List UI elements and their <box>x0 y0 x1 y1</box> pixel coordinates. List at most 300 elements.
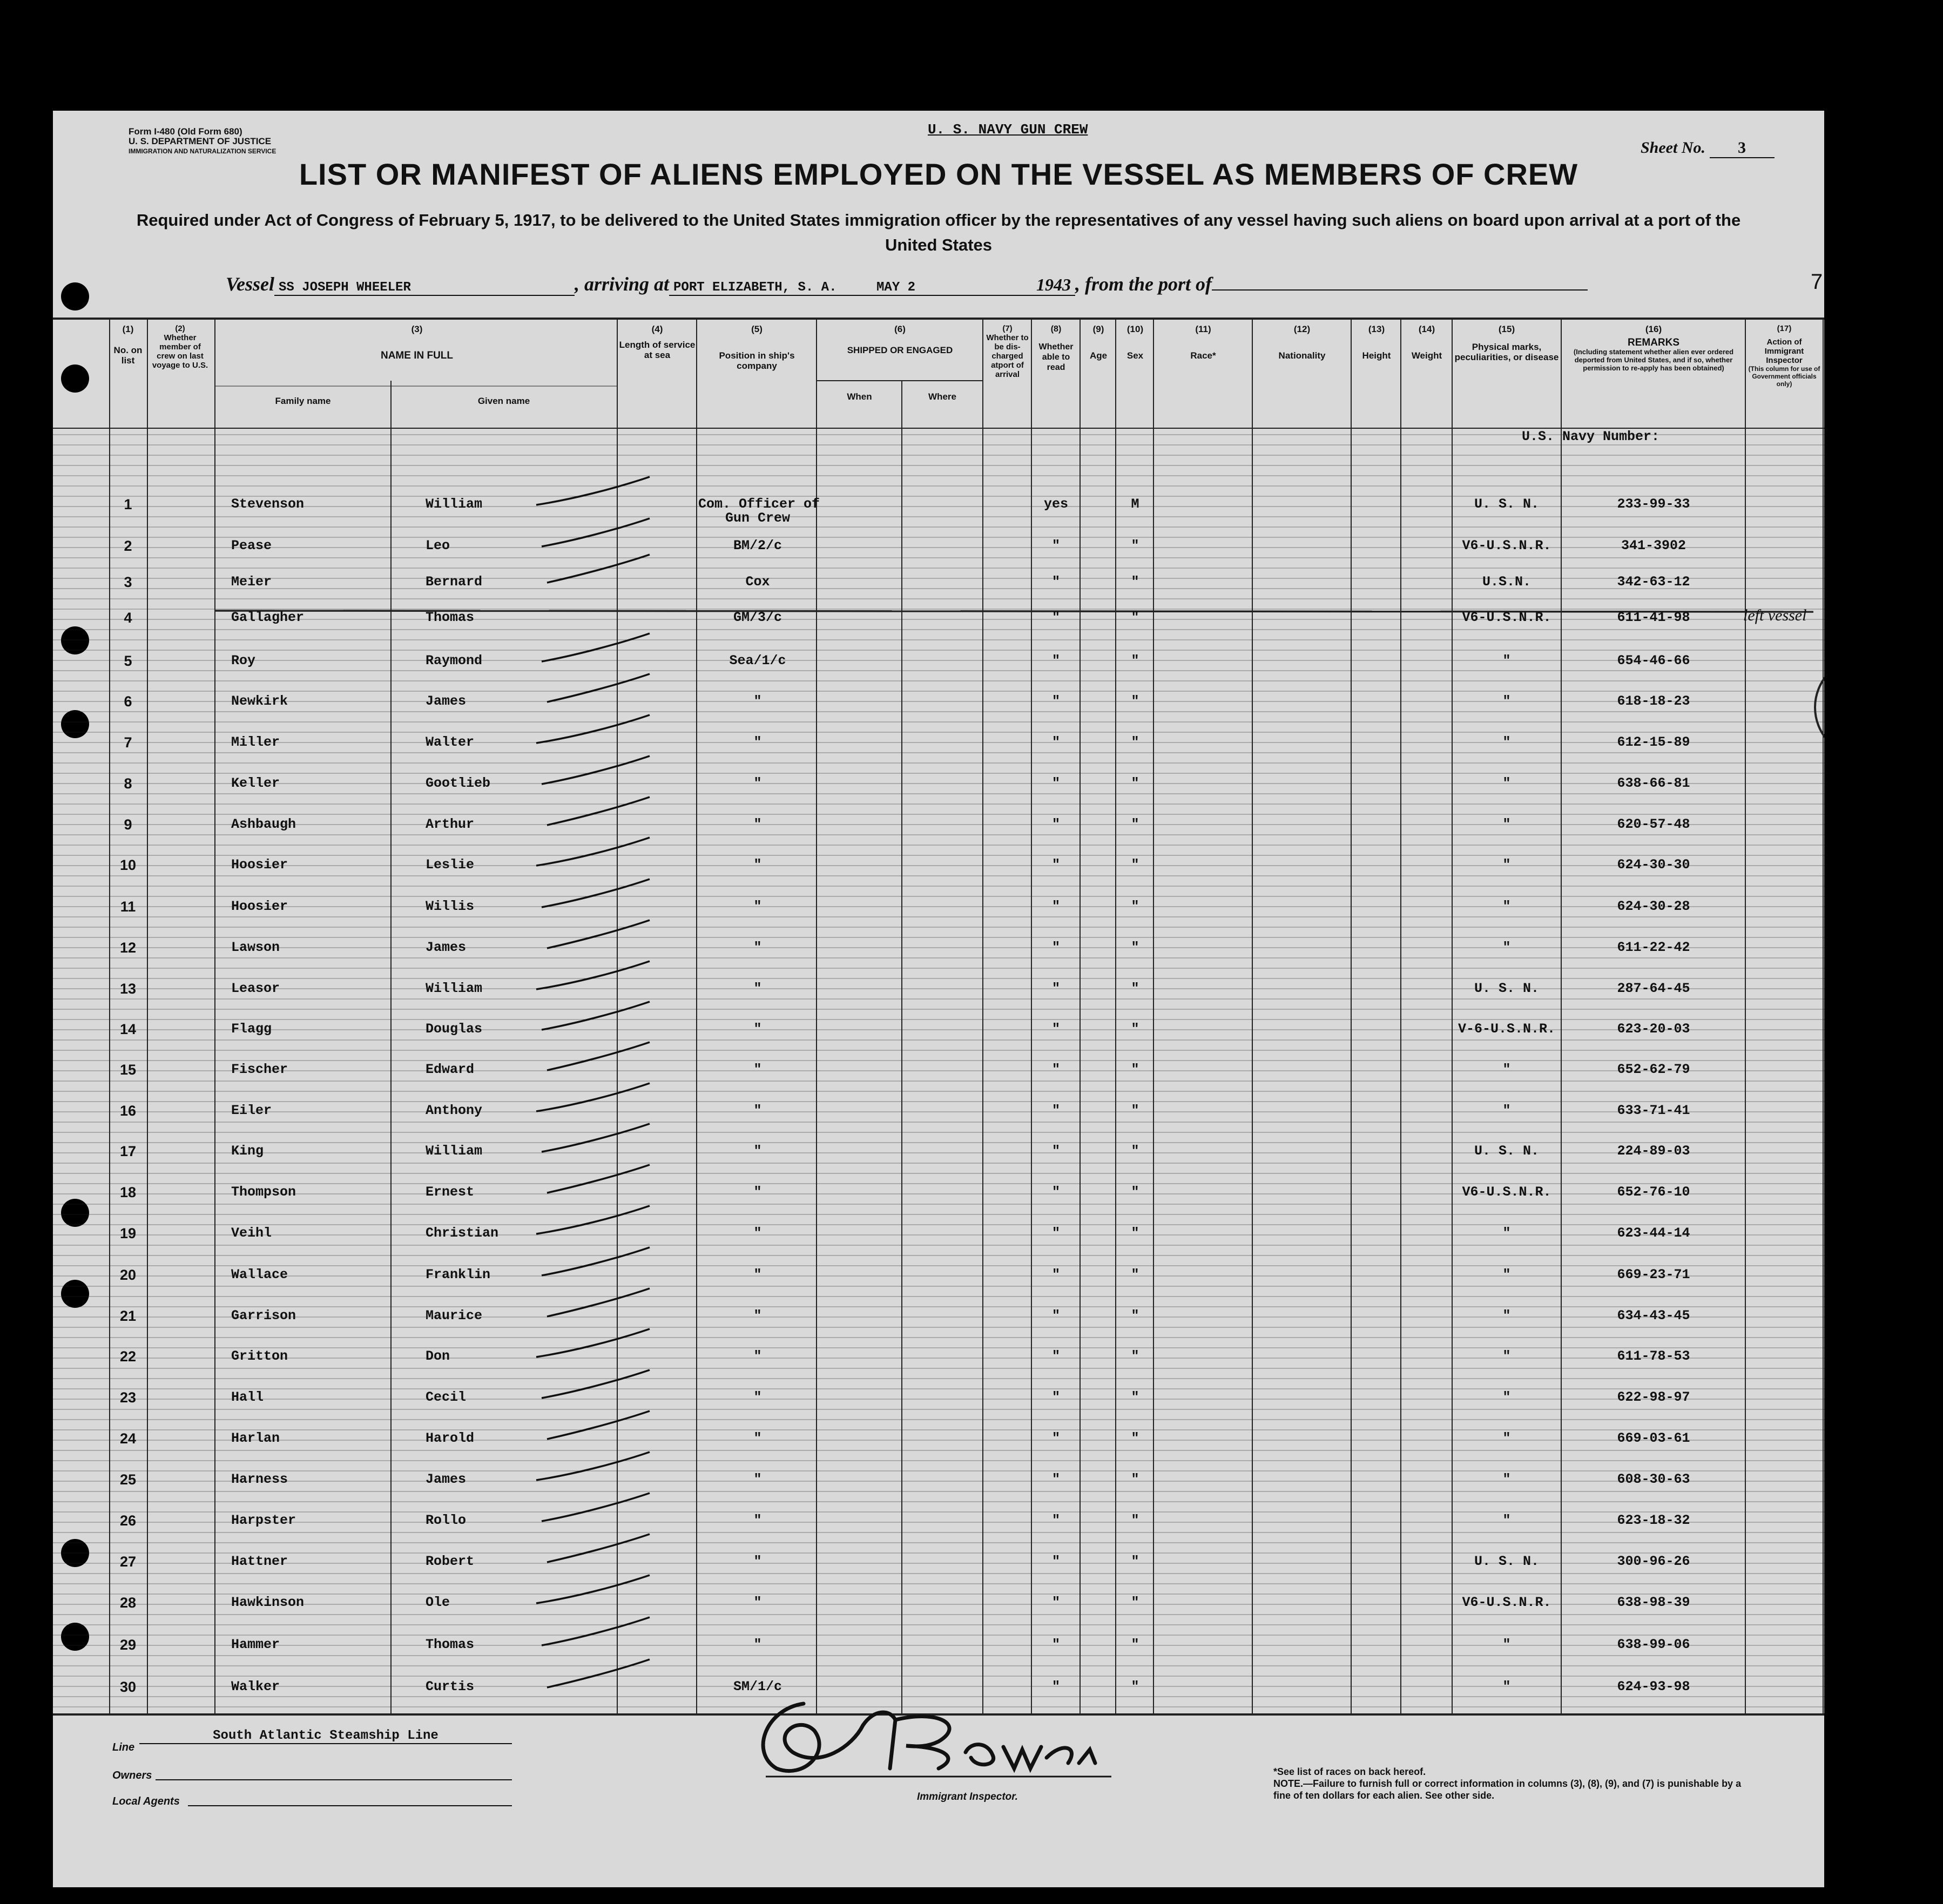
row-number: 18 <box>119 1184 137 1200</box>
physical-marks: " <box>1502 1103 1511 1118</box>
given-name: Ernest <box>426 1184 475 1200</box>
col-3-given-header: Given name <box>477 396 530 406</box>
family-name: Hoosier <box>231 899 288 914</box>
able-to-read: " <box>1051 1184 1060 1200</box>
check-mark <box>547 1534 650 1562</box>
sex: " <box>1131 1184 1139 1200</box>
col-4-header: (4) Length of service at sea <box>619 324 696 360</box>
family-name: Fischer <box>231 1062 288 1077</box>
inspector-label: Immigrant Inspector. <box>917 1791 1018 1802</box>
sex: " <box>1131 1062 1139 1077</box>
row-number: 29 <box>119 1637 137 1653</box>
navy-number: 611-78-53 <box>1617 1348 1690 1364</box>
given-name: James <box>426 693 467 709</box>
row-number: 22 <box>119 1348 137 1365</box>
position: " <box>753 899 762 914</box>
given-name: Douglas <box>426 1021 483 1037</box>
navy-number: 611-41-98 <box>1617 610 1690 625</box>
given-name: Maurice <box>426 1308 483 1324</box>
position: " <box>753 1595 762 1610</box>
footer-note-races: *See list of races on back hereof. <box>1273 1766 1426 1777</box>
family-name: Gritton <box>231 1348 288 1364</box>
given-name: Walter <box>426 734 475 750</box>
given-name: William <box>426 981 483 996</box>
row-number: 11 <box>120 899 136 915</box>
sex: " <box>1131 1225 1139 1241</box>
given-name: Curtis <box>426 1679 475 1694</box>
sex: " <box>1131 734 1139 750</box>
given-name: Ole <box>426 1595 450 1610</box>
position: " <box>753 981 762 996</box>
document-title: LIST OR MANIFEST OF ALIENS EMPLOYED ON THE VESSEL AS MEMBERS OF CREW <box>299 157 1578 191</box>
physical-marks: V6-U.S.N.R. <box>1462 1184 1551 1200</box>
row-number: 27 <box>119 1554 137 1570</box>
family-name: Miller <box>231 734 280 750</box>
navy-number: 224-89-03 <box>1617 1143 1690 1159</box>
position: GM/3/c <box>733 610 782 625</box>
given-name: Thomas <box>426 610 475 625</box>
position: " <box>753 1062 762 1077</box>
position-line-2: Gun Crew <box>725 510 791 526</box>
check-mark <box>547 1165 650 1193</box>
navy-number: 638-99-06 <box>1617 1637 1690 1652</box>
row-number: 2 <box>124 538 132 554</box>
row-number: 13 <box>119 981 137 997</box>
able-to-read: " <box>1051 1225 1060 1241</box>
sex: " <box>1131 1637 1139 1652</box>
year-value: 1943 <box>1032 275 1075 296</box>
col-2-header: (2) Whether member of crew on last voyage to U.S. <box>152 324 208 370</box>
given-name: Thomas <box>426 1637 475 1652</box>
physical-marks: " <box>1502 857 1511 873</box>
col-13-header: (13) Height <box>1362 324 1391 361</box>
col-6-header: (6) SHIPPED OR ENGAGED <box>847 324 953 355</box>
given-name: William <box>426 496 483 512</box>
navy-number: 611-22-42 <box>1617 940 1690 955</box>
family-name: Gallagher <box>231 610 305 625</box>
position: " <box>753 1554 762 1569</box>
check-mark <box>542 1247 650 1275</box>
row-number: 23 <box>119 1389 137 1406</box>
check-mark <box>547 920 650 948</box>
check-mark <box>536 1452 650 1480</box>
given-name: James <box>426 940 467 955</box>
physical-marks: " <box>1502 1348 1511 1364</box>
col-8-header: (8) Whether able to read <box>1038 325 1074 372</box>
navy-number: 623-18-32 <box>1617 1513 1690 1528</box>
row-number: 7 <box>124 734 132 751</box>
given-name: Edward <box>426 1062 475 1077</box>
gun-crew-heading: U. S. NAVY GUN CREW <box>928 121 1088 138</box>
able-to-read: " <box>1051 1513 1060 1528</box>
check-mark <box>547 1659 650 1687</box>
given-name: Cecil <box>426 1389 467 1405</box>
check-mark <box>542 1493 650 1521</box>
family-name: Thompson <box>231 1184 296 1200</box>
sheet-value: 3 <box>1710 139 1775 158</box>
given-name: Leo <box>426 538 450 553</box>
col-3-header: (3) NAME IN FULL <box>380 324 454 361</box>
row-number: 4 <box>124 610 132 626</box>
form-number: Form I-480 (Old Form 680) <box>129 126 242 137</box>
family-name: Veihl <box>231 1225 272 1241</box>
physical-marks: " <box>1502 899 1511 914</box>
vessel-value: SS JOSEPH WHEELER <box>274 280 575 296</box>
sex: " <box>1131 1679 1139 1694</box>
arriving-label: , arriving at <box>575 273 670 295</box>
position: " <box>753 1513 762 1528</box>
navy-number: 623-44-14 <box>1617 1225 1690 1241</box>
navy-number: 608-30-63 <box>1617 1471 1690 1487</box>
check-mark <box>542 633 650 661</box>
check-mark <box>536 1083 650 1111</box>
table-grid <box>53 111 1824 1887</box>
navy-number: 669-23-71 <box>1617 1267 1690 1282</box>
row-number: 5 <box>124 653 132 669</box>
row-number: 8 <box>124 775 132 792</box>
col-14-header: (14) Weight <box>1411 324 1442 361</box>
date-value: MAY 2 <box>872 280 1032 296</box>
family-name: Lawson <box>231 940 280 955</box>
check-mark <box>536 838 650 866</box>
given-name: Arthur <box>426 816 475 832</box>
row-number: 20 <box>119 1267 137 1283</box>
sex: " <box>1131 574 1139 590</box>
family-name: King <box>231 1143 264 1159</box>
family-name: Harlan <box>231 1430 280 1446</box>
family-name: Harpster <box>231 1513 296 1528</box>
position: " <box>753 1225 762 1241</box>
family-name: Eiler <box>231 1103 272 1118</box>
navy-number: 669-03-61 <box>1617 1430 1690 1446</box>
able-to-read: " <box>1051 538 1060 553</box>
able-to-read: " <box>1051 1143 1060 1159</box>
from-port-label: , from the port of <box>1075 273 1212 295</box>
col-7-header: (7) Whether to be dis-charged atport of arrival <box>986 324 1029 379</box>
family-name: Leasor <box>231 981 280 996</box>
col-10-header: (10) Sex <box>1126 324 1144 361</box>
check-mark <box>542 518 650 546</box>
family-name: Walker <box>231 1679 280 1694</box>
sex: " <box>1131 538 1139 553</box>
physical-marks: U. S. N. <box>1474 1554 1540 1569</box>
sex: " <box>1131 1471 1139 1487</box>
physical-marks: V6-U.S.N.R. <box>1462 610 1551 625</box>
able-to-read: " <box>1051 653 1060 669</box>
navy-number: 620-57-48 <box>1617 816 1690 832</box>
sex: " <box>1131 610 1139 625</box>
physical-marks: " <box>1502 1513 1511 1528</box>
physical-marks: U. S. N. <box>1474 981 1540 996</box>
sex: " <box>1131 1513 1139 1528</box>
given-name: Harold <box>426 1430 475 1446</box>
row-number: 21 <box>119 1308 137 1324</box>
owners-label: Owners <box>112 1770 152 1781</box>
physical-marks: V6-U.S.N.R. <box>1462 1595 1551 1610</box>
able-to-read: " <box>1051 1021 1060 1037</box>
family-name: Hammer <box>231 1637 280 1652</box>
line-value: South Atlantic Steamship Line <box>139 1729 512 1744</box>
agents-line <box>188 1805 512 1806</box>
sex: " <box>1131 1267 1139 1282</box>
navy-number: 618-18-23 <box>1617 693 1690 709</box>
check-mark <box>547 1042 650 1070</box>
position: " <box>753 1308 762 1324</box>
footer-note <box>1273 1766 1759 1801</box>
physical-marks: " <box>1502 775 1511 791</box>
position: SM/1/c <box>733 1679 782 1694</box>
check-mark <box>536 1575 650 1603</box>
given-name: Christian <box>426 1225 499 1241</box>
able-to-read: " <box>1051 1267 1060 1282</box>
owners-line <box>156 1779 512 1780</box>
row-number: 25 <box>119 1471 137 1488</box>
col-17-header: (17) Action of Immigrant Inspector (This column for use of Government officials only) <box>1748 324 1820 388</box>
able-to-read: " <box>1051 1308 1060 1324</box>
position: " <box>753 1389 762 1405</box>
position: " <box>753 1430 762 1446</box>
sex: " <box>1131 1308 1139 1324</box>
navy-number: 624-30-28 <box>1617 899 1690 914</box>
physical-marks: V6-U.S.N.R. <box>1462 538 1551 553</box>
given-name: Rollo <box>426 1513 467 1528</box>
sex: " <box>1131 1595 1139 1610</box>
physical-marks: " <box>1502 1471 1511 1487</box>
sex: M <box>1131 496 1139 512</box>
able-to-read: " <box>1051 610 1060 625</box>
check-mark <box>542 1124 650 1152</box>
check-mark <box>536 961 650 989</box>
able-to-read: " <box>1051 940 1060 955</box>
able-to-read: " <box>1051 775 1060 791</box>
handwritten-annotation: left vessel <box>1743 606 1807 624</box>
col-1-header: (1) No. on list <box>113 324 143 366</box>
able-to-read: " <box>1051 693 1060 709</box>
navy-number: 341-3902 <box>1621 538 1686 553</box>
navy-number: 342-63-12 <box>1617 574 1690 590</box>
able-to-read: " <box>1051 1062 1060 1077</box>
sex: " <box>1131 693 1139 709</box>
sex: " <box>1131 653 1139 669</box>
sex: " <box>1131 899 1139 914</box>
sex: " <box>1131 1389 1139 1405</box>
given-name: Anthony <box>426 1103 483 1118</box>
check-mark <box>542 1370 650 1398</box>
check-mark <box>547 1288 650 1316</box>
sheet-label: Sheet No. <box>1641 139 1705 157</box>
row-number: 12 <box>119 940 137 956</box>
able-to-read: yes <box>1043 496 1068 512</box>
position: " <box>753 1143 762 1159</box>
physical-marks: U. S. N. <box>1474 496 1540 512</box>
row-number: 30 <box>119 1679 137 1695</box>
navy-number: 300-96-26 <box>1617 1554 1690 1569</box>
manifest-sheet <box>53 111 1824 1887</box>
footer-note-penalty: NOTE.—Failure to furnish full or correct information in columns (3), (8), (9), and (7) is punishable by a fine of ten dollars for each alien. See other side. <box>1273 1778 1742 1801</box>
given-name: Willis <box>426 899 475 914</box>
able-to-read: " <box>1051 899 1060 914</box>
position: " <box>753 734 762 750</box>
row-number: 10 <box>119 857 137 873</box>
able-to-read: " <box>1051 1595 1060 1610</box>
position: Com. Officer of <box>698 496 820 512</box>
sex: " <box>1131 1021 1139 1037</box>
col-6-where-header: Where <box>928 391 956 402</box>
check-mark <box>542 1617 650 1645</box>
position: Cox <box>745 574 770 590</box>
given-name: Franklin <box>426 1267 491 1282</box>
navy-number: 638-66-81 <box>1617 775 1690 791</box>
position: " <box>753 1021 762 1037</box>
row-number: 14 <box>119 1021 137 1037</box>
position: " <box>753 816 762 832</box>
sex: " <box>1131 940 1139 955</box>
sex: " <box>1131 1143 1139 1159</box>
check-mark <box>542 1002 650 1030</box>
navy-number: 652-76-10 <box>1617 1184 1690 1200</box>
row-number: 19 <box>119 1225 137 1241</box>
given-name: Bernard <box>426 574 483 590</box>
check-mark <box>536 477 650 505</box>
position: " <box>753 940 762 955</box>
vessel-label: Vessel <box>226 273 274 295</box>
given-name: Raymond <box>426 653 483 669</box>
col-12-header: (12) Nationality <box>1278 324 1326 361</box>
physical-marks: " <box>1502 653 1511 669</box>
position: " <box>753 775 762 791</box>
physical-marks: " <box>1502 693 1511 709</box>
position: " <box>753 1103 762 1118</box>
row-number: 24 <box>119 1430 137 1447</box>
col-6-when-header: When <box>847 391 872 402</box>
navy-number: 612-15-89 <box>1617 734 1690 750</box>
position: " <box>753 693 762 709</box>
physical-marks: " <box>1502 1062 1511 1077</box>
row-number: 28 <box>119 1595 137 1611</box>
margin-mark: 7 <box>1811 270 1823 294</box>
navy-number: 287-64-45 <box>1617 981 1690 996</box>
family-name: Newkirk <box>231 693 288 709</box>
row-number: 15 <box>119 1062 137 1078</box>
check-mark <box>547 1411 650 1439</box>
physical-marks: " <box>1502 1679 1511 1694</box>
family-name: Meier <box>231 574 272 590</box>
navy-number: 633-71-41 <box>1617 1103 1690 1118</box>
col-15-header: (15) Physical marks, peculiarities, or disease <box>1454 324 1559 362</box>
row-number: 6 <box>124 693 132 710</box>
document-subtitle: Required under Act of Congress of February 5, 1917, to be delivered to the United States immigration officer by the representatives of any vessel having such aliens on board upon arrival at a port of the United States <box>136 211 1741 254</box>
position: " <box>753 857 762 873</box>
family-name: Hall <box>231 1389 264 1405</box>
inspector-signature <box>712 1687 1122 1795</box>
arriving-value: PORT ELIZABETH, S. A. <box>669 280 872 296</box>
physical-marks: U. S. N. <box>1474 1143 1540 1159</box>
navy-number: 624-93-98 <box>1617 1679 1690 1694</box>
able-to-read: " <box>1051 1430 1060 1446</box>
able-to-read: " <box>1051 1103 1060 1118</box>
position: " <box>753 1184 762 1200</box>
able-to-read: " <box>1051 816 1060 832</box>
row-number: 3 <box>124 574 132 590</box>
able-to-read: " <box>1051 1554 1060 1569</box>
check-mark <box>536 1206 650 1234</box>
family-name: Hawkinson <box>231 1595 305 1610</box>
sex: " <box>1131 1103 1139 1118</box>
physical-marks: " <box>1502 1430 1511 1446</box>
given-name: Gootlieb <box>426 775 491 791</box>
able-to-read: " <box>1051 734 1060 750</box>
official-stamp <box>1811 653 1824 761</box>
check-mark <box>542 756 650 784</box>
col-9-header: (9) Age <box>1089 324 1108 361</box>
remarks-heading: U.S. Navy Number: <box>1522 429 1660 444</box>
position: " <box>753 1348 762 1364</box>
col-5-header: (5) Position in ship's company <box>719 324 795 371</box>
navy-number: 652-62-79 <box>1617 1062 1690 1077</box>
given-name: Robert <box>426 1554 475 1569</box>
check-mark <box>542 879 650 907</box>
family-name: Harness <box>231 1471 288 1487</box>
sex: " <box>1131 1554 1139 1569</box>
sex: " <box>1131 857 1139 873</box>
agents-label: Local Agents <box>112 1795 180 1807</box>
physical-marks: " <box>1502 734 1511 750</box>
sex: " <box>1131 1430 1139 1446</box>
able-to-read: " <box>1051 1471 1060 1487</box>
physical-marks: " <box>1502 1637 1511 1652</box>
physical-marks: " <box>1502 1389 1511 1405</box>
row-number: 16 <box>119 1103 137 1119</box>
physical-marks: " <box>1502 940 1511 955</box>
able-to-read: " <box>1051 574 1060 590</box>
physical-marks: V-6-U.S.N.R. <box>1458 1021 1556 1037</box>
check-mark <box>547 674 650 702</box>
navy-number: 233-99-33 <box>1617 496 1690 512</box>
family-name: Garrison <box>231 1308 296 1324</box>
check-mark <box>536 715 650 743</box>
position: " <box>753 1471 762 1487</box>
navy-number: 622-98-97 <box>1617 1389 1690 1405</box>
position: BM/2/c <box>733 538 782 553</box>
physical-marks: " <box>1502 1225 1511 1241</box>
able-to-read: " <box>1051 1637 1060 1652</box>
given-name: Don <box>426 1348 450 1364</box>
line-label: Line <box>112 1741 135 1753</box>
row-number: 26 <box>119 1513 137 1529</box>
position: Sea/1/c <box>729 653 786 669</box>
position: " <box>753 1637 762 1652</box>
navy-number: 624-30-30 <box>1617 857 1690 873</box>
given-name: James <box>426 1471 467 1487</box>
navy-number: 623-20-03 <box>1617 1021 1690 1037</box>
check-mark <box>536 1329 650 1357</box>
col-16-header: (16) REMARKS (Including statement whether alien ever ordered deported from United States, and if so, whether permission to re-apply has been obtained) <box>1573 324 1734 372</box>
family-name: Roy <box>231 653 256 669</box>
sex: " <box>1131 775 1139 791</box>
able-to-read: " <box>1051 981 1060 996</box>
family-name: Keller <box>231 775 280 791</box>
given-name: Leslie <box>426 857 475 873</box>
col-11-header: (11) Race* <box>1190 324 1216 361</box>
department: U. S. DEPARTMENT OF JUSTICE <box>129 136 272 146</box>
physical-marks: U.S.N. <box>1482 574 1531 590</box>
able-to-read: " <box>1051 857 1060 873</box>
sex: " <box>1131 1348 1139 1364</box>
physical-marks: " <box>1502 816 1511 832</box>
family-name: Wallace <box>231 1267 288 1282</box>
family-name: Stevenson <box>231 496 305 512</box>
sex: " <box>1131 816 1139 832</box>
